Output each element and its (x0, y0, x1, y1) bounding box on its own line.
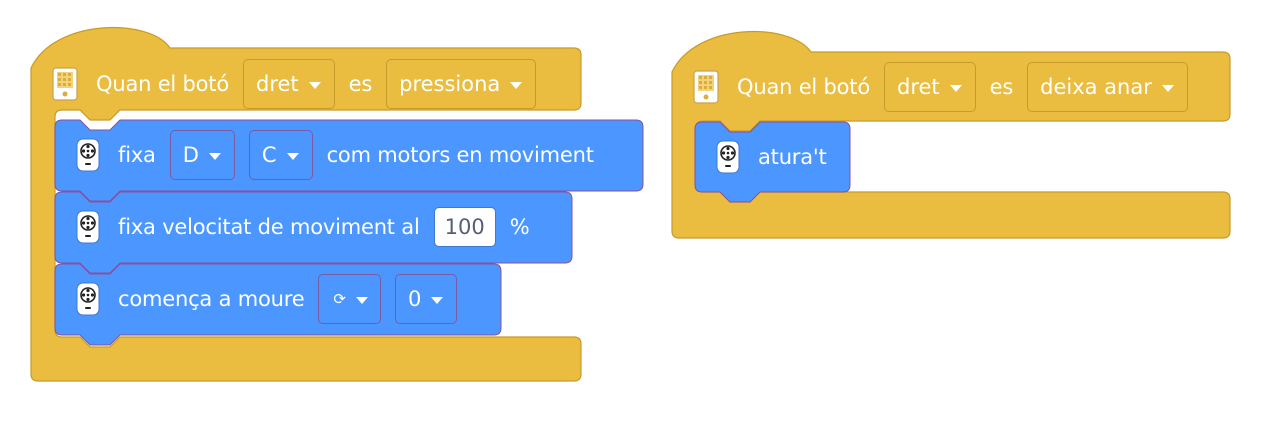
button-dropdown-value: dret (255, 72, 299, 96)
hat-prefix-label: Quan el botó (96, 72, 229, 96)
motors-suffix-label: com motors en moviment (326, 143, 594, 167)
motor-b-dropdown[interactable] (249, 130, 313, 180)
button-dropdown[interactable] (884, 62, 976, 112)
motor-remote-icon (76, 138, 100, 172)
motion-block-2[interactable] (76, 201, 529, 253)
chevron-down-icon (287, 153, 299, 160)
degrees-value: 0 (408, 287, 422, 311)
button-dropdown-value: dret (896, 75, 940, 99)
hat-prefix-label: Quan el botó (737, 75, 870, 99)
hub-icon (52, 67, 78, 101)
state-dropdown-value: deixa anar (1040, 75, 1152, 99)
chevron-down-icon (510, 82, 522, 89)
chevron-down-icon (309, 82, 321, 89)
chevron-down-icon (431, 297, 443, 304)
speed-label: fixa velocitat de moviment al (118, 215, 420, 239)
state-dropdown-value: pressiona (399, 72, 501, 96)
stop-block[interactable] (716, 131, 827, 183)
hat-row-2 (693, 62, 1188, 112)
degrees-dropdown[interactable] (395, 274, 457, 324)
hub-icon (693, 70, 719, 104)
motor-a-value: D (182, 143, 199, 167)
chevron-down-icon (209, 153, 221, 160)
motor-b-value: C (261, 143, 277, 167)
percent-label: % (509, 215, 530, 239)
hat-middle-label: es (348, 72, 373, 96)
motion-block-3[interactable] (76, 273, 457, 325)
button-dropdown[interactable] (243, 59, 335, 109)
motor-remote-icon (76, 210, 100, 244)
state-dropdown[interactable] (386, 59, 536, 109)
hat-row-1 (52, 59, 536, 109)
chevron-down-icon (950, 85, 962, 92)
motor-remote-icon (76, 282, 100, 316)
hat-middle-label: es (989, 75, 1014, 99)
chevron-down-icon (1162, 85, 1174, 92)
state-dropdown[interactable] (1027, 62, 1188, 112)
stop-label: atura't (758, 145, 827, 169)
direction-dropdown[interactable] (318, 274, 381, 324)
start-move-label: comença a moure (118, 287, 305, 311)
chevron-down-icon (356, 297, 368, 304)
motor-remote-icon (716, 140, 740, 174)
fixa-label: fixa (118, 143, 156, 167)
direction-rotate-icon: ⟳ (333, 290, 346, 308)
motor-a-dropdown[interactable] (170, 130, 235, 180)
motion-block-1[interactable] (76, 129, 594, 181)
speed-input[interactable]: 100 (434, 207, 496, 247)
